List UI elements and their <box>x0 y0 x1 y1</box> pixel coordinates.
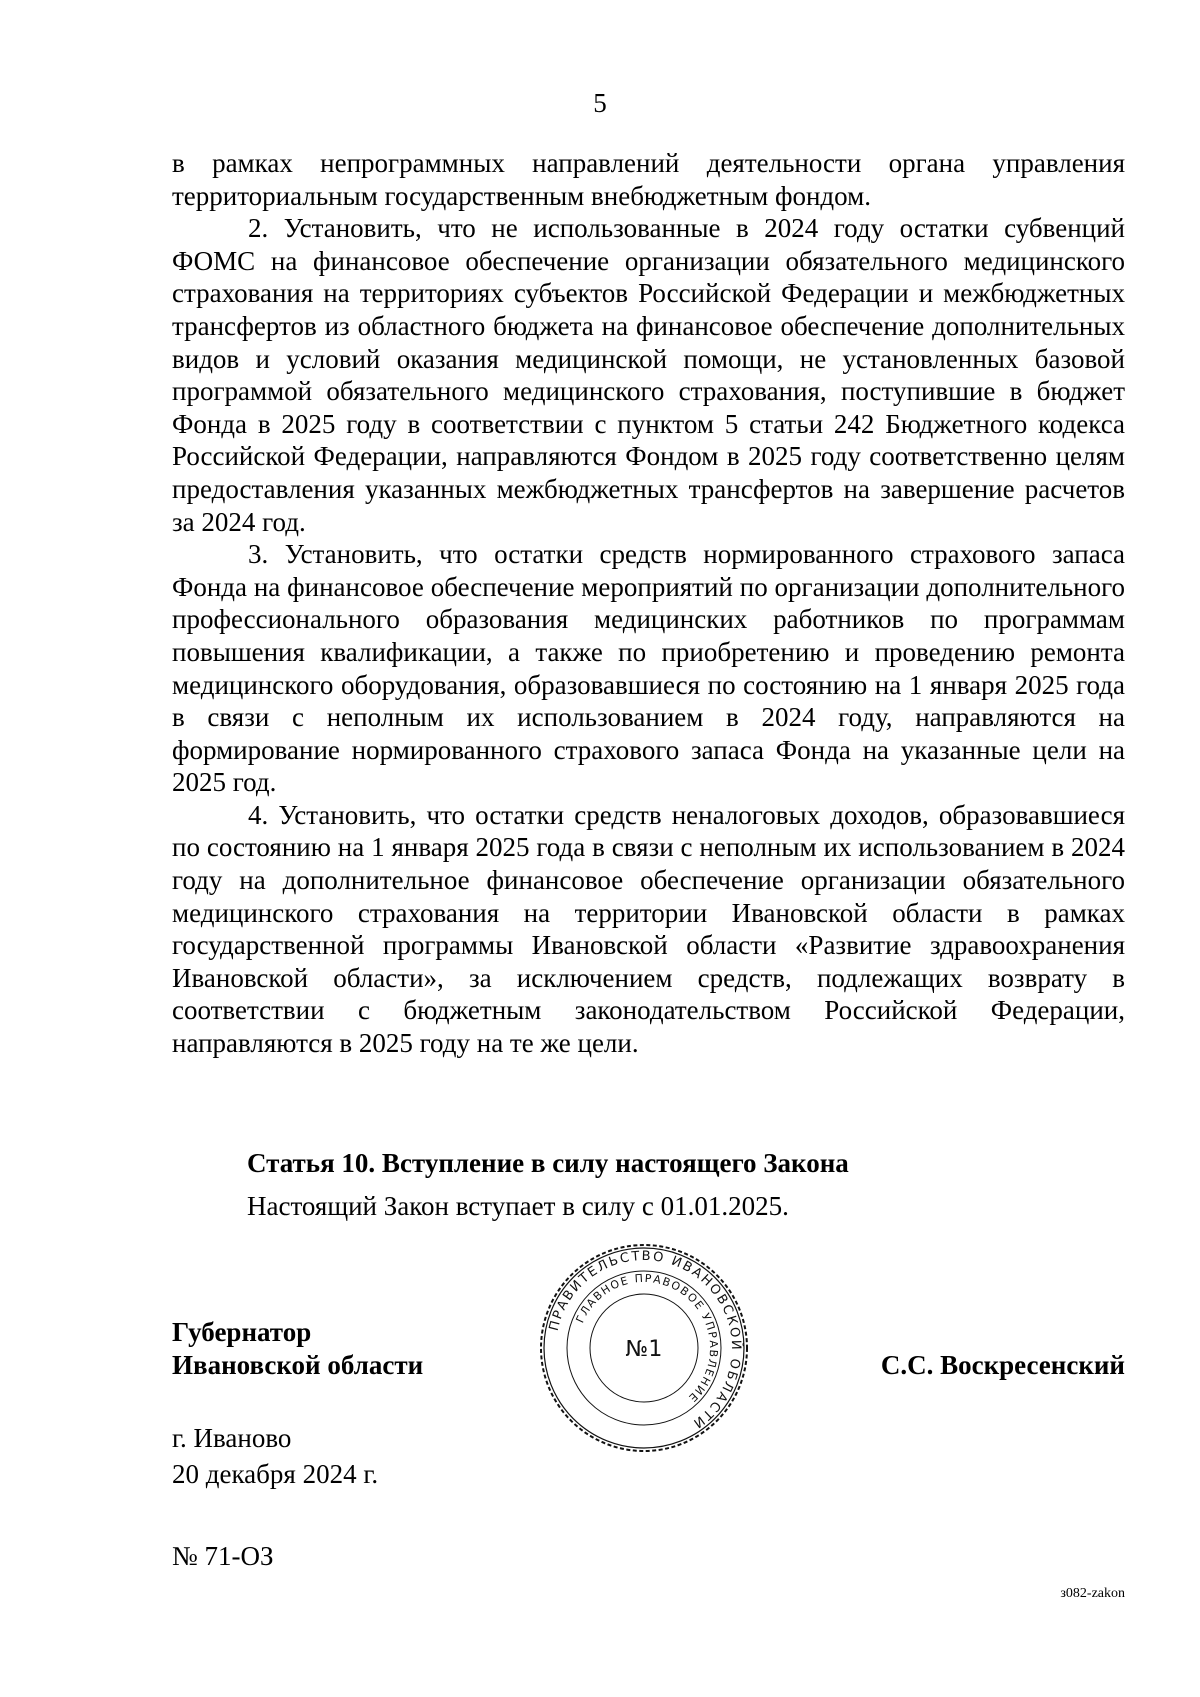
stamp-outer-text: ПРАВИТЕЛЬСТВО ИВАНОВСКОЙ ОБЛАСТИ <box>546 1248 744 1432</box>
stamp-number: №1 <box>625 1337 663 1362</box>
paragraph-continuation: в рамках непрограммных направлений деятельности органа управления территориальным государственным внебюджетным фондом. <box>172 148 1125 211</box>
law-body <box>172 147 1125 1060</box>
paragraph-item-4: 4. Установить, что остатки средств неналоговых доходов, образовавшиеся по состоянию на 1 января 2025 года в связи с неполным их использованием в 2024 году на дополнительное финансовое обеспечение организации обязательного медицинского страхования на территории Ивановской области в рамках государственной программы Ивановской области «Развитие здравоохранения Ивановской области», за исключением средств, подлежащих возврату в соответствии с бюджетным законодательством Российской Федерации, направляются в 2025 году на те же цели. <box>172 799 1125 1059</box>
signer-title <box>172 1316 423 1382</box>
article-text: Настоящий Закон вступает в силу с 01.01.2025. <box>247 1191 789 1221</box>
place: г. Иваново <box>172 1423 292 1453</box>
document-code: з082-zakon <box>1060 1586 1125 1601</box>
article-heading: Статья 10. Вступление в силу настоящего Закона <box>247 1148 849 1178</box>
paragraph-item-2: 2. Установить, что не использованные в 2024 году остатки субвенций ФОМС на финансовое обеспечение организации обязательного медицинского страхования на территориях субъектов Российской Федерации и межбюджетных трансфертов из областного бюджета на финансовое обеспечение дополнительных видов и условий оказания медицинской помощи, не установленных базовой программой обязательного медицинского страхования, поступившие в бюджет Фонда в 2025 году в соответствии с пунктом 5 статьи 242 Бюджетного кодекса Российской Федерации, направляются Фондом в 2025 году соответственно целям предоставления указанных межбюджетных трансфертов на завершение расчетов за 2024 год. <box>172 213 1125 537</box>
place-and-date <box>172 1420 378 1492</box>
signing-date: 20 декабря 2024 г. <box>172 1459 379 1489</box>
page-number: 5 <box>593 88 607 118</box>
signer-name: С.С. Воскресенский <box>880 1350 1125 1380</box>
official-stamp <box>538 1242 750 1454</box>
signer-title-line-2: Ивановской области <box>172 1350 424 1380</box>
law-number: № 71-ОЗ <box>172 1541 274 1571</box>
stamp-inner-text: ГЛАВНОЕ ПРАВОВОЕ УПРАВЛЕНИЕ <box>573 1271 721 1406</box>
signer-title-line-1: Губернатор <box>172 1317 312 1347</box>
paragraph-item-3: 3. Установить, что остатки средств нормированного страхового запаса Фонда на финансовое обеспечение мероприятий по организации дополнительного профессионального образования медицинских работников по программам повышения квалификации, а также по приобретению и проведению ремонта медицинского оборудования, образовавшиеся по состоянию на 1 января 2025 года в связи с неполным их использованием в 2024 году, направляются на формирование нормированного страхового запаса Фонда на указанные цели на 2025 год. <box>172 539 1125 798</box>
